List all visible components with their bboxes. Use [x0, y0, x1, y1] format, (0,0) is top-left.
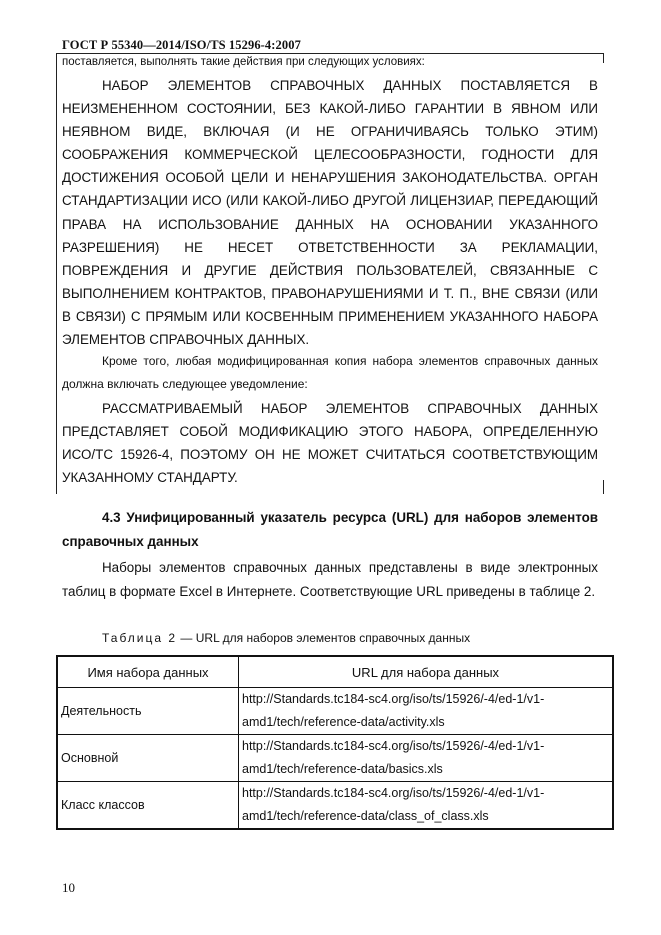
table-caption [102, 631, 470, 645]
dataset-url-link[interactable]: http://Standards.tc184-sc4.org/iso/ts/15926/-4/ed-1/v1-amd1/tech/reference-data/class_of_class.xls [239, 782, 614, 830]
header-dataset-name: Имя набора данных [57, 656, 239, 688]
section-body-text: Наборы элементов справочных данных представлены в виде электронных таблиц в формате Excel в Интернете. Соответствующие URL приведены в таблице 2. [62, 560, 598, 599]
table-row [57, 735, 613, 782]
table-caption-label: Таблица 2 [102, 631, 178, 645]
dataset-name: Класс классов [57, 782, 239, 830]
section-heading-text: 4.3 Унифицированный указатель ресурса (URL) для наборов элементов справочных данных [62, 510, 598, 549]
note-text: Кроме того, любая модифицированная копия набора элементов справочных данных должна включать следующее уведомление: [62, 354, 598, 392]
modification-statement-text: РАССМАТРИВАЕМЫЙ НАБОР ЭЛЕМЕНТОВ СПРАВОЧНЫХ ДАННЫХ ПРЕДСТАВЛЯЕТ СОБОЙ МОДИФИКАЦИЮ ЭТОГО НАБОРА, ОПРЕДЕЛЕННУЮ ИСО/ТС 15926-4, ПОЭТОМУ ОН НЕ МОЖЕТ СЧИТАТЬСЯ СООТВЕТСТВУЮЩИМ УКАЗАННОМУ СТАНДАРТУ. [62, 401, 598, 486]
url-table [56, 655, 614, 830]
notice-modification-statement [62, 397, 598, 489]
section-heading [62, 506, 598, 553]
notice-intro: поставляется, выполнять такие действия при следующих условиях: [62, 56, 425, 68]
notice-box-left-border [56, 53, 57, 494]
notice-box-right-border-top [603, 53, 604, 63]
table-caption-text: — URL для наборов элементов справочных данных [177, 631, 471, 645]
dataset-url-link[interactable]: http://Standards.tc184-sc4.org/iso/ts/15926/-4/ed-1/v1-amd1/tech/reference-data/basics.xls [239, 735, 614, 782]
notice-box-right-border-bottom [603, 480, 604, 494]
table-row [57, 782, 613, 830]
document-header: ГОСТ Р 55340—2014/ISO/TS 15296-4:2007 [62, 38, 301, 52]
table-header-row [57, 656, 613, 688]
section-body [62, 556, 598, 603]
dataset-name: Деятельность [57, 688, 239, 735]
notice-modification-note [62, 350, 598, 396]
header-dataset-url: URL для набора данных [239, 656, 614, 688]
dataset-name: Основной [57, 735, 239, 782]
disclaimer-text: НАБОР ЭЛЕМЕНТОВ СПРАВОЧНЫХ ДАННЫХ ПОСТАВЛЯЕТСЯ В НЕИЗМЕНЕННОМ СОСТОЯНИИ, БЕЗ КАКОЙ-ЛИБО ГАРАНТИИ В ЯВНОМ ИЛИ НЕЯВНОМ ВИДЕ, ВКЛЮЧАЯ (И НЕ ОГРАНИЧИВАЯСЬ ТОЛЬКО ЭТИМ) СООБРАЖЕНИЯ КОММЕРЧЕСКОЙ ЦЕЛЕСООБРАЗНОСТИ, ГОДНОСТИ ДЛЯ ДОСТИЖЕНИЯ ОСОБОЙ ЦЕЛИ И НЕНАРУШЕНИЯ ЗАКОНОДАТЕЛЬСТВА. ОРГАН СТАНДАРТИЗАЦИИ ИСО (ИЛИ КАКОЙ-ЛИБО ДРУГОЙ ЛИЦЕНЗИАР, ПЕРЕДАЮЩИЙ ПРАВА НА ИСПОЛЬЗОВАНИЕ ДАННЫХ НА ОСНОВАНИИ УКАЗАННОГО РАЗРЕШЕНИЯ) НЕ НЕСЕТ ОТВЕТСТВЕННОСТИ ЗА РЕКЛАМАЦИИ, ПОВРЕЖДЕНИЯ И ДРУГИЕ ДЕЙСТВИЯ ПОЛЬЗОВАТЕЛЕЙ, СВЯЗАННЫЕ С ВЫПОЛНЕНИЕМ КОНТРАКТОВ, ПРАВОНАРУШЕНИЯМИ И Т. П., ВНЕ СВЯЗИ (ИЛИ В СВЯЗИ) С ПРЯМЫМ ИЛИ КОСВЕННЫМ ПРИМЕНЕНИЕМ УКАЗАННОГО НАБОРА ЭЛЕМЕНТОВ СПРАВОЧНЫХ ДАННЫХ. [62, 78, 598, 348]
page-number: 10 [62, 880, 75, 895]
table-row [57, 688, 613, 735]
notice-disclaimer [62, 74, 598, 351]
dataset-url-link[interactable]: http://Standards.tc184-sc4.org/iso/ts/15926/-4/ed-1/v1-amd1/tech/reference-data/activity.xls [239, 688, 614, 735]
